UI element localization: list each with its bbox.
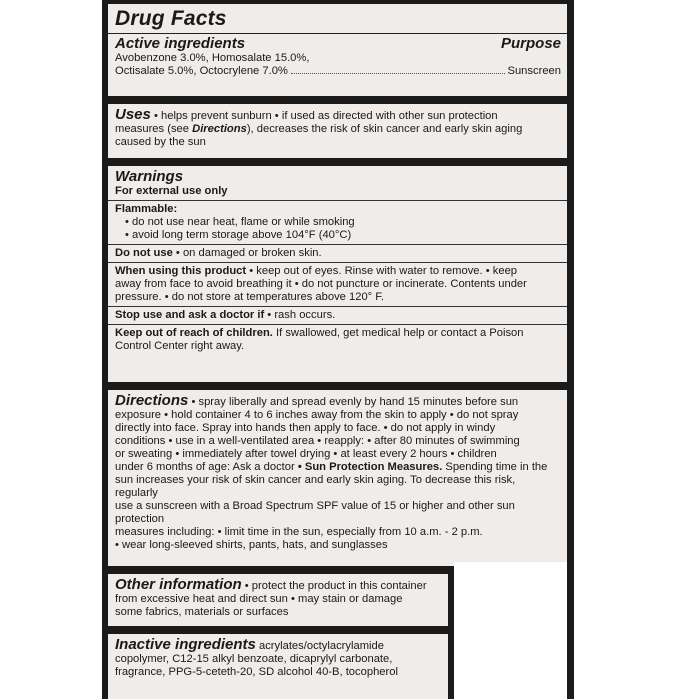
other-line-2: from excessive heat and direct sun • may stain or damage bbox=[115, 593, 403, 605]
uses-line-1: • helps prevent sunburn • if used as directed with other sun protection bbox=[153, 110, 498, 122]
keep-out-of-reach: Keep out of reach of children. If swallowed, get medical help or contact a Poison bbox=[115, 327, 524, 339]
directions-panel bbox=[108, 390, 567, 566]
other-info-heading: Other information bbox=[115, 576, 242, 593]
inactive-line-1: acrylates/octylacrylamide bbox=[258, 640, 384, 652]
other-information-panel bbox=[108, 574, 448, 626]
directions-line-6: under 6 months of age: Ask a doctor • Sun Protection Measures. Spending time in the bbox=[115, 461, 548, 473]
divider bbox=[108, 33, 567, 34]
flammable-heading: Flammable: bbox=[115, 203, 178, 215]
directions-line-4: conditions • use in a well-ventilated area • reapply: • after 80 minutes of swimming bbox=[115, 435, 520, 447]
active-line-2: Octisalate 5.0%, Octocrylene 7.0% Sunscreen bbox=[115, 65, 561, 77]
when-using-1: When using this product • keep out of eyes. Rinse with water to remove. • keep bbox=[115, 265, 518, 277]
other-line-1: • protect the product in this container bbox=[244, 580, 427, 592]
inactive-ingredients-panel bbox=[108, 634, 448, 699]
uses-line-2: measures (see Directions), decreases the risk of skin cancer and early skin aging bbox=[115, 123, 523, 135]
drug-facts-title: Drug Facts bbox=[115, 7, 227, 30]
directions-line-5: or sweating • immediately after towel drying • at least every 2 hours • children bbox=[115, 448, 497, 460]
warnings-panel bbox=[108, 166, 567, 382]
blank-area bbox=[454, 562, 567, 699]
warnings-heading: Warnings bbox=[115, 168, 184, 185]
other-line-3: some fabrics, materials or surfaces bbox=[115, 606, 289, 618]
when-using-2: away from face to avoid breathing it • do not puncture or incinerate. Contents under bbox=[115, 278, 527, 290]
directions-heading: Directions bbox=[115, 392, 189, 409]
directions-line-3: directly into face. Spray into hands then apply to face. • do not apply in windy bbox=[115, 422, 496, 434]
flammable-2: • avoid long term storage above 104°F (40°C) bbox=[125, 229, 352, 241]
directions-line-7: sun increases your risk of skin cancer and early skin aging. To decrease this risk, regularly bbox=[115, 474, 516, 499]
uses-heading: Uses bbox=[115, 106, 151, 123]
stop-use: Stop use and ask a doctor if • rash occurs. bbox=[115, 309, 336, 321]
directions-line-9: measures including: • limit time in the sun, especially from 10 a.m. - 2 p.m. bbox=[115, 526, 483, 538]
active-line-1: Avobenzone 3.0%, Homosalate 15.0%, bbox=[115, 52, 310, 64]
active-ingredients-panel bbox=[108, 4, 567, 96]
directions-line-1: • spray liberally and spread evenly by hand 15 minutes before sun bbox=[191, 396, 519, 408]
external-use: For external use only bbox=[115, 185, 228, 197]
directions-line-10: • wear long-sleeved shirts, pants, hats, and sunglasses bbox=[115, 539, 388, 551]
directions-line-2: exposure • hold container 4 to 6 inches away from the skin to apply • do not spray bbox=[115, 409, 519, 421]
directions-line-8: use a sunscreen with a Broad Spectrum SPF value of 15 or higher and other sun protection bbox=[115, 500, 515, 525]
uses-line-3: caused by the sun bbox=[115, 136, 206, 148]
active-ingredients-heading: Active ingredients bbox=[115, 35, 246, 52]
do-not-use: Do not use • on damaged or broken skin. bbox=[115, 247, 322, 259]
inactive-heading: Inactive ingredients bbox=[115, 636, 256, 653]
flammable-1: • do not use near heat, flame or while smoking bbox=[125, 216, 355, 228]
purpose-heading: Purpose bbox=[500, 35, 561, 52]
when-using-3: pressure. • do not store at temperatures above 120° F. bbox=[115, 291, 384, 303]
inactive-line-2: copolymer, C12-15 alkyl benzoate, dicaprylyl carbonate, bbox=[115, 653, 393, 665]
inactive-line-3: fragrance, PPG-5-ceteth-20, SD alcohol 40-B, tocopherol bbox=[115, 666, 398, 678]
purpose-value: Sunscreen bbox=[507, 65, 561, 77]
dot-leader bbox=[291, 73, 505, 74]
keep-out-of-reach-2: Control Center right away. bbox=[115, 340, 245, 352]
uses-panel bbox=[108, 104, 567, 158]
